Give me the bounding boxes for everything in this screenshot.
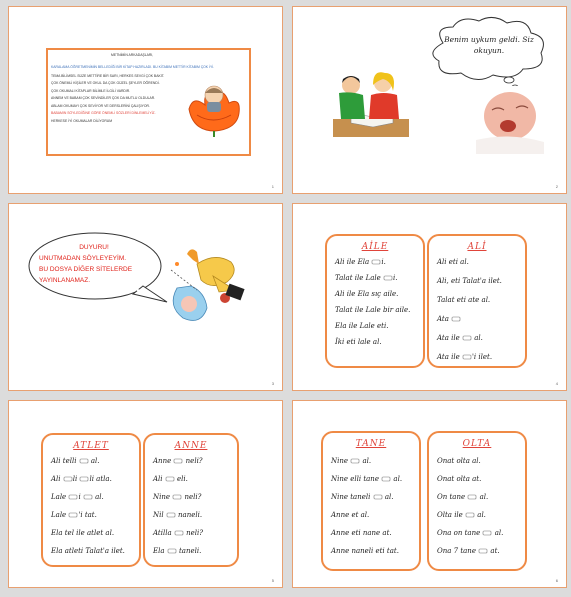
picture-icon bbox=[371, 259, 381, 265]
page-number: 1 bbox=[271, 184, 274, 189]
letter-line: HERKESE İYİ OKUMALAR DİLİYORUM bbox=[51, 119, 113, 123]
text-fragment: al. bbox=[382, 493, 394, 501]
text-fragment: İki eti lale al. bbox=[335, 338, 382, 346]
notice-line: BU DOSYA DİĞER SİTELERDE bbox=[39, 266, 133, 273]
text-fragment: Anne naneli eti tat. bbox=[331, 547, 399, 555]
notice-line: UNUTMADAN SÖYLEYEYİM. bbox=[39, 255, 127, 262]
page-number: 3 bbox=[271, 381, 274, 386]
panel-olta bbox=[427, 431, 527, 571]
text-fragment: Lale bbox=[51, 511, 69, 519]
text-line bbox=[335, 306, 410, 314]
text-line bbox=[437, 529, 503, 537]
slide-2[interactable] bbox=[292, 6, 567, 194]
text-fragment: Ata ile bbox=[437, 353, 462, 361]
slide-6[interactable] bbox=[292, 400, 567, 588]
text-line bbox=[153, 511, 202, 519]
picture-icon bbox=[451, 316, 461, 322]
text-fragment: al. bbox=[391, 475, 403, 483]
text-line bbox=[331, 547, 399, 555]
text-line bbox=[331, 457, 371, 465]
panel-ali bbox=[427, 234, 527, 368]
panel-anne bbox=[143, 433, 239, 567]
picture-icon bbox=[172, 494, 182, 500]
slide-5[interactable] bbox=[8, 400, 283, 588]
text-fragment: Nine bbox=[153, 493, 173, 501]
text-line bbox=[437, 475, 481, 483]
picture-icon bbox=[79, 476, 89, 482]
slide-4[interactable] bbox=[292, 203, 567, 391]
text-fragment: al. bbox=[88, 457, 100, 465]
text-fragment: Ata ile bbox=[437, 334, 462, 342]
text-fragment: al. bbox=[92, 493, 104, 501]
text-line bbox=[437, 511, 486, 519]
text-line bbox=[335, 274, 398, 282]
page-number: 4 bbox=[555, 381, 558, 386]
text-line bbox=[51, 511, 97, 519]
text-fragment: Ona on tane bbox=[437, 529, 483, 537]
letter-line: ÇOK ÖNEMLİ KİŞİLER VE OKUL DA ÇOK GÜZEL ŞEYLER ÖĞRENDİ. bbox=[51, 81, 160, 85]
text-fragment: Onat olta at. bbox=[437, 475, 482, 483]
text-fragment: Talat ile Lale bir aile. bbox=[335, 306, 411, 314]
text-fragment: taneli. bbox=[176, 547, 202, 555]
letter-line: TEMA BİLİMSEL SÜZE METTİRE BİR SARI, HERKES SEVGİ ÇOK BAKIT. bbox=[51, 74, 165, 78]
panel-atlet bbox=[41, 433, 141, 567]
text-line bbox=[437, 277, 502, 285]
picture-icon bbox=[462, 335, 472, 341]
text-fragment: Ali eti al. bbox=[437, 258, 469, 266]
text-fragment: Anne et al. bbox=[331, 511, 370, 519]
picture-icon bbox=[79, 458, 89, 464]
text-line bbox=[153, 457, 203, 465]
picture-icon bbox=[83, 494, 93, 500]
text-fragment: Anne eti nane at. bbox=[331, 529, 392, 537]
text-fragment: al. bbox=[475, 511, 486, 519]
text-line bbox=[331, 493, 393, 501]
page-number: 5 bbox=[271, 578, 274, 583]
text-fragment: Ela atleti Talat'a ilet. bbox=[51, 547, 125, 555]
text-fragment: i bbox=[78, 493, 83, 501]
text-fragment: neli? bbox=[183, 457, 203, 465]
panel-tane bbox=[321, 431, 421, 571]
panel-title: ATLET bbox=[73, 441, 109, 451]
text-fragment: Talat ile Lale bbox=[335, 274, 384, 282]
text-fragment: neli? bbox=[183, 529, 203, 537]
text-fragment: 'i tat. bbox=[78, 511, 97, 519]
picture-icon bbox=[373, 494, 383, 500]
picture-icon bbox=[167, 548, 177, 554]
picture-icon bbox=[165, 476, 175, 482]
text-fragment: Ela tel ile atlet al. bbox=[51, 529, 115, 537]
text-fragment: naneli. bbox=[175, 511, 203, 519]
picture-icon bbox=[174, 530, 184, 536]
text-fragment: neli? bbox=[182, 493, 202, 501]
text-fragment: Ali ile Ela sıç aile. bbox=[335, 290, 399, 298]
text-fragment: Nine elli tane bbox=[331, 475, 382, 483]
slide-3[interactable] bbox=[8, 203, 283, 391]
stork-baby-image bbox=[157, 246, 249, 328]
picture-icon bbox=[478, 548, 488, 554]
bubble-text: Benim uykum geldi. Siz okuyun. bbox=[444, 35, 534, 55]
picture-icon bbox=[173, 458, 183, 464]
text-fragment: Ela bbox=[153, 547, 167, 555]
text-fragment: at. bbox=[488, 547, 500, 555]
picture-icon bbox=[462, 354, 472, 360]
text-fragment: Onat olta al. bbox=[437, 457, 481, 465]
text-fragment: eli. bbox=[174, 475, 188, 483]
text-fragment: Anne bbox=[153, 457, 174, 465]
panel-title: AİLE bbox=[361, 242, 389, 252]
text-fragment: Talat eti ate al. bbox=[437, 296, 491, 304]
notice-line: YAYINLANAMAZ. bbox=[39, 277, 91, 284]
picture-icon bbox=[166, 512, 176, 518]
letter-line: ANNEM VE BABAM ÇOK SEVİNDİLER ÇOK DA MUTLU OLDULAR. bbox=[51, 96, 156, 100]
text-line bbox=[437, 547, 500, 555]
text-line bbox=[437, 493, 488, 501]
page-number: 6 bbox=[555, 578, 558, 583]
text-fragment: al. bbox=[477, 493, 489, 501]
baby-in-flower-image bbox=[183, 75, 245, 137]
picture-icon bbox=[68, 512, 78, 518]
text-line bbox=[437, 334, 483, 342]
letter-line: ÇOK OKUMALI KİTAPLAR BİLİMLE İLGİLİ VARDIR. bbox=[51, 89, 131, 93]
panel-title: ALİ bbox=[467, 242, 487, 252]
text-fragment: Atilla bbox=[153, 529, 174, 537]
panel-title: OLTA bbox=[462, 439, 492, 449]
text-line bbox=[153, 493, 201, 501]
text-line bbox=[437, 457, 481, 465]
text-line bbox=[335, 338, 382, 346]
text-fragment: Olta ile bbox=[437, 511, 466, 519]
text-line bbox=[335, 258, 386, 266]
text-fragment: li bbox=[72, 475, 80, 483]
panel-title: ANNE bbox=[174, 441, 208, 451]
text-fragment: Ona 7 tane bbox=[437, 547, 479, 555]
text-fragment: i. bbox=[393, 274, 398, 282]
text-fragment: al. bbox=[360, 457, 372, 465]
text-line bbox=[437, 315, 461, 323]
text-line bbox=[437, 296, 490, 304]
text-line bbox=[335, 322, 388, 330]
text-fragment: Nil bbox=[153, 511, 166, 519]
text-fragment: al. bbox=[492, 529, 504, 537]
text-fragment: Ali, eti Talat'a ilet. bbox=[437, 277, 502, 285]
text-line bbox=[51, 547, 125, 555]
slide-1[interactable] bbox=[8, 6, 283, 194]
text-line bbox=[153, 547, 201, 555]
picture-icon bbox=[68, 494, 78, 500]
text-line bbox=[437, 353, 492, 361]
notice-line: DUYURU! bbox=[79, 244, 109, 251]
picture-icon bbox=[383, 275, 393, 281]
text-fragment: Ela ile Lale eti. bbox=[335, 322, 389, 330]
letter-line: KARALAMA ÖĞRETMENİMİN BELLEDİĞİ BİR KİTAP HAZIRLADI. BU KİTABIM METTİR KİTABIM ÇOK İYİ. bbox=[51, 65, 215, 69]
panel-title: TANE bbox=[355, 439, 387, 449]
text-fragment: Ata bbox=[437, 315, 452, 323]
text-line bbox=[153, 475, 188, 483]
text-fragment: 'i ilet. bbox=[472, 353, 493, 361]
picture-icon bbox=[467, 494, 477, 500]
sleeping-baby-image bbox=[476, 86, 544, 154]
text-fragment: Ali telli bbox=[51, 457, 79, 465]
text-fragment: Nine taneli bbox=[331, 493, 373, 501]
text-fragment: i. bbox=[381, 258, 386, 266]
text-fragment: Ali bbox=[153, 475, 165, 483]
text-fragment: Ali ile Ela bbox=[335, 258, 372, 266]
text-line bbox=[335, 290, 398, 298]
text-line bbox=[331, 529, 392, 537]
picture-icon bbox=[465, 512, 475, 518]
picture-icon bbox=[350, 458, 360, 464]
letter-line: BABAMIN SÖYLEDİĞİNE GÖRE ÖNEMLİ SÖZLERİ DİNLEMELİYİZ. bbox=[51, 111, 156, 115]
text-fragment: al. bbox=[472, 334, 483, 342]
text-fragment: Nine bbox=[331, 457, 351, 465]
page-number: 2 bbox=[555, 184, 558, 189]
picture-icon bbox=[482, 530, 492, 536]
panel-aile bbox=[325, 234, 425, 368]
text-line bbox=[437, 258, 469, 266]
picture-icon bbox=[63, 476, 73, 482]
text-line bbox=[51, 457, 100, 465]
text-line bbox=[51, 529, 114, 537]
text-line bbox=[153, 529, 203, 537]
children-reading-image bbox=[329, 69, 413, 139]
text-line bbox=[331, 511, 369, 519]
notice-text bbox=[39, 242, 149, 286]
text-fragment: li atla. bbox=[89, 475, 112, 483]
letter-line: METNİMİN ARKADAŞLARI, bbox=[111, 53, 154, 57]
picture-icon bbox=[381, 476, 391, 482]
text-fragment: On tane bbox=[437, 493, 468, 501]
text-line bbox=[331, 475, 402, 483]
text-line bbox=[51, 475, 112, 483]
text-line bbox=[51, 493, 104, 501]
text-fragment: Ali bbox=[51, 475, 63, 483]
text-fragment: Lale bbox=[51, 493, 69, 501]
letter-line: ABLAM OKUMAYI ÇOK SEVİYOR VE DERSLERİNİ ÇALIŞIYOR. bbox=[51, 104, 150, 108]
